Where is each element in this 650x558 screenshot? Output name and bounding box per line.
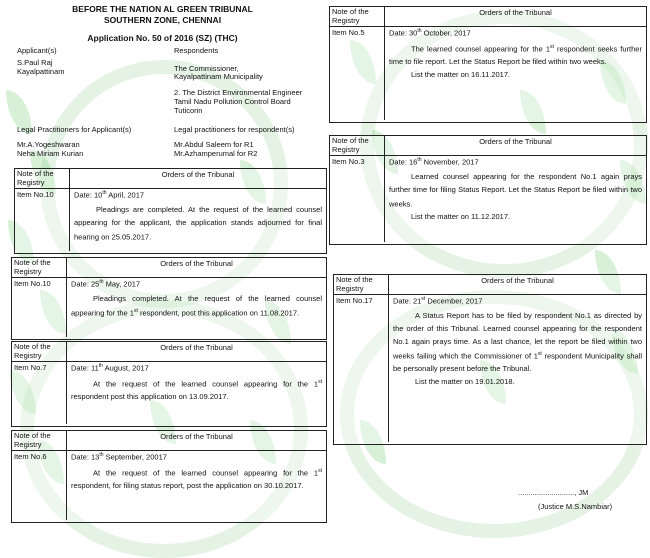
order-date: Date: 21st December, 2017 [393,296,483,306]
order-panel [329,6,647,123]
order-panel [11,257,327,340]
orders-header: Orders of the Tribunal [160,259,233,268]
registry-note-header: Note of the Registry [12,342,67,361]
order-text: At the request of the learned counsel appearing for the 1st respondent, for filing status report, post the application on 30.10.2017. [71,467,322,490]
registry-note-header: Note of the Registry [12,258,67,277]
order-date: Date: 13th September, 20017 [71,452,167,462]
respondent1-line2: Kayalpattinam Municipality [174,72,263,81]
registry-note-header: Note of the Registry [330,7,385,26]
order-date: Date: 10th April, 2017 [74,190,145,200]
tribunal-title: BEFORE THE NATION AL GREEN TRIBUNAL [72,4,253,14]
order-text: At the request of the learned counsel appearing for the 1st respondent post this application on 13.09.2017. [71,378,322,401]
order-body [67,278,326,337]
order-text: Learned counsel appearing for the respondent No.1 again prays further time for filing Status Report. Let the Status Report be filed within two weeks. [389,171,642,208]
item-number: Item No.3 [330,156,385,242]
applicant-name: S.Paul Raj [17,58,53,67]
order-panel [14,168,327,254]
order-date: Date: 16th November, 2017 [389,157,479,167]
order-panel [11,341,327,427]
application-number: Application No. 50 of 2016 (SZ) (THC) [87,33,238,43]
order-panel [329,135,647,245]
respondents-label: Respondents [174,46,219,55]
list-matter: List the matter on 16.11.2017. [411,70,511,79]
signature-name: (Justice M.S.Nambiar) [538,502,613,511]
respondent1-line1: The Commissioner, [174,64,239,73]
orders-header: Orders of the Tribunal [479,137,552,146]
order-panel [333,274,647,445]
order-date: Date: 25th May, 2017 [71,279,141,289]
registry-note-header: Note of the Registry [330,136,385,155]
respondent2-line2: Tamil Nadu Pollution Control Board [174,97,291,106]
item-number: Item No.6 [12,451,67,520]
orders-header: Orders of the Tribunal [160,343,233,352]
order-body [67,451,326,520]
orders-header: Orders of the Tribunal [160,432,233,441]
item-number: Item No.10 [15,189,70,251]
signature-line: ..........................., JM [518,488,589,497]
lp-applicant1: Mr.A.Yogeshwaran [17,140,80,149]
order-text: The learned counsel appearing for the 1st respondent seeks further time to file report. Let the Status Report be filed within two weeks. [389,43,642,66]
list-matter: List the matter on 19.01.2018. [415,377,515,386]
list-matter: List the matter on 11.12.2017. [411,212,511,221]
applicants-label: Applicant(s) [17,46,57,55]
orders-header: Orders of the Tribunal [479,8,552,17]
registry-note-header: Note of the Registry [15,169,70,188]
respondent2-line3: Tuticorin [174,106,203,115]
order-body [389,295,646,442]
lp-respondent2: Mr.Azhamperumal for R2 [174,149,258,158]
order-panel [11,430,327,523]
applicant-place: Kayalpattinam [17,67,65,76]
order-text: A Status Report has to be filed by respondent No.1 as directed by the order of this Tribunal. Learned counsel appearing for the respondent No.1 again prays time. As a last chance, let the report be filed within two weeks failing which the Commissioner of 1st respondent Municipality shall be personally present before the Tribunal. [393,310,643,373]
orders-header: Orders of the Tribunal [481,276,554,285]
order-date: Date: 30th October, 2017 [389,28,471,38]
order-body [70,189,326,251]
registry-note-header: Note of the Registry [334,275,389,294]
order-body [385,27,646,120]
order-body [385,156,646,242]
respondent2-line1: 2. The District Environmental Engineer [174,88,303,97]
tribunal-zone: SOUTHERN ZONE, CHENNAI [103,15,222,25]
item-number: Item No.10 [12,278,67,337]
order-text: Pleadings completed. At the request of the learned counsel appearing for the 1st respondent, post this application on 11.08.2017. [71,293,322,317]
lp-respondent-label: Legal practitioners for respondent(s) [174,125,295,134]
lp-applicant-label: Legal Practitioners for Applicant(s) [17,125,132,134]
registry-note-header: Note of the Registry [12,431,67,450]
item-number: Item No.17 [334,295,389,442]
item-number: Item No.7 [12,362,67,424]
orders-header: Orders of the Tribunal [161,170,235,179]
lp-respondent1: Mr.Abdul Saleem for R1 [174,140,254,149]
item-number: Item No.5 [330,27,385,120]
lp-applicant2: Neha Miriam Kurian [17,149,84,158]
order-date: Date: 11th August, 2017 [71,363,149,373]
order-text: Pleadings are completed. At the request of the learned counsel appearing for the applicant, the application stands adjourned for final hearing on 25.05.2017. [74,204,322,241]
order-body [67,362,326,424]
